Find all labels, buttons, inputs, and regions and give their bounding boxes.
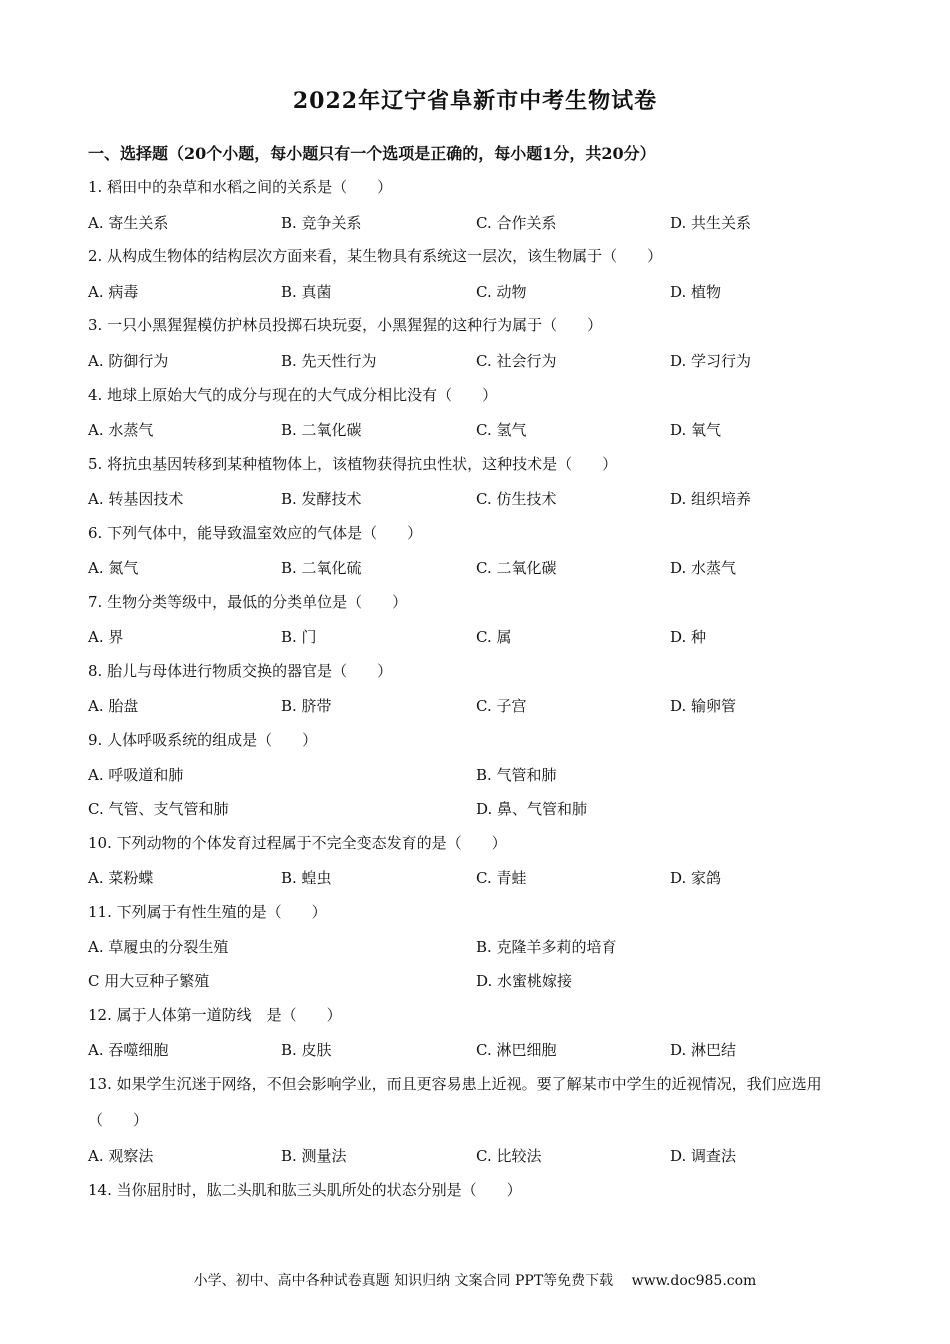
- option-7a: A. 界: [88, 628, 124, 646]
- option-12c: C. 淋巴细胞: [476, 1041, 557, 1059]
- option-2c: C. 动物: [476, 283, 527, 301]
- option-9c: C. 气管、支气管和肺: [88, 800, 229, 818]
- option-7b: B. 门: [281, 628, 317, 646]
- option-1b: B. 竞争关系: [281, 214, 362, 232]
- page-footer: 小学、初中、高中各种试卷真题 知识归纳 文案合同 PPT等免费下载 www.doc985.com: [193, 1273, 757, 1289]
- option-4c: C. 氢气: [476, 421, 527, 439]
- option-12b: B. 皮肤: [281, 1041, 332, 1059]
- question-1: 1. 稻田中的杂草和水稻之间的关系是（ ）: [88, 178, 393, 196]
- option-7d: D. 种: [670, 628, 707, 646]
- option-9d: D. 鼻、气管和肺: [476, 800, 588, 818]
- question-3: 3. 一只小黑猩猩模仿护林员投掷石块玩耍，小黑猩猩的这种行为属于（ ）: [88, 316, 603, 334]
- option-5b: B. 发酵技术: [281, 490, 362, 508]
- section-heading: 一、选择题（20个小题，每小题只有一个选项是正确的，每小题1分，共20分）: [88, 144, 656, 163]
- option-3b: B. 先天性行为: [281, 352, 377, 370]
- option-4a: A. 水蒸气: [88, 421, 154, 439]
- option-13d: D. 调查法: [670, 1147, 737, 1165]
- option-4b: B. 二氧化碳: [281, 421, 362, 439]
- option-5c: C. 仿生技术: [476, 490, 557, 508]
- option-1a: A. 寄生关系: [88, 214, 169, 232]
- option-8c: C. 子宫: [476, 697, 527, 715]
- option-11b: B. 克隆羊多莉的培育: [476, 938, 617, 956]
- option-12a: A. 吞噬细胞: [88, 1041, 169, 1059]
- question-2: 2. 从构成生物体的结构层次方面来看，某生物具有系统这一层次，该生物属于（ ）: [88, 247, 663, 265]
- option-2b: B. 真菌: [281, 283, 332, 301]
- option-6a: A. 氮气: [88, 559, 139, 577]
- option-8d: D. 输卵管: [670, 697, 737, 715]
- option-4d: D. 氧气: [670, 421, 722, 439]
- option-8a: A. 胎盘: [88, 697, 139, 715]
- option-5a: A. 转基因技术: [88, 490, 184, 508]
- question-9: 9. 人体呼吸系统的组成是（ ）: [88, 731, 318, 749]
- option-11d: D. 水蜜桃嫁接: [476, 972, 573, 990]
- option-6b: B. 二氧化硫: [281, 559, 362, 577]
- option-10b: B. 蝗虫: [281, 869, 332, 887]
- option-11c: C 用大豆种子繁殖: [88, 972, 210, 990]
- option-6d: D. 水蒸气: [670, 559, 737, 577]
- question-14: 14. 当你屈肘时，肱二头肌和肱三头肌所处的状态分别是（ ）: [88, 1181, 522, 1199]
- option-13c: C. 比较法: [476, 1147, 542, 1165]
- option-10c: C. 青蛙: [476, 869, 527, 887]
- question-12: 12. 属于人体第一道防线 是（ ）: [88, 1006, 342, 1024]
- option-6c: C. 二氧化碳: [476, 559, 557, 577]
- option-3d: D. 学习行为: [670, 352, 752, 370]
- option-2a: A. 病毒: [88, 283, 139, 301]
- question-5: 5. 将抗虫基因转移到某种植物体上，该植物获得抗虫性状，这种技术是（ ）: [88, 455, 618, 473]
- question-8: 8. 胎儿与母体进行物质交换的器官是（ ）: [88, 662, 393, 680]
- option-3a: A. 防御行为: [88, 352, 169, 370]
- option-3c: C. 社会行为: [476, 352, 557, 370]
- question-6: 6. 下列气体中，能导致温室效应的气体是（ ）: [88, 524, 423, 542]
- option-1d: D. 共生关系: [670, 214, 752, 232]
- question-10: 10. 下列动物的个体发育过程属于不完全变态发育的是（ ）: [88, 834, 507, 852]
- option-11a: A. 草履虫的分裂生殖: [88, 938, 229, 956]
- option-12d: D. 淋巴结: [670, 1041, 737, 1059]
- question-11: 11. 下列属于有性生殖的是（ ）: [88, 903, 327, 921]
- option-9a: A. 呼吸道和肺: [88, 766, 184, 784]
- option-5d: D. 组织培养: [670, 490, 752, 508]
- option-2d: D. 植物: [670, 283, 722, 301]
- option-13b: B. 测量法: [281, 1147, 347, 1165]
- question-13: 13. 如果学生沉迷于网络，不但会影响学业，而且更容易患上近视。要了解某市中学生的近视情况，我们应选用（ ）: [88, 1075, 822, 1129]
- option-10a: A. 菜粉蝶: [88, 869, 154, 887]
- question-4: 4. 地球上原始大气的成分与现在的大气成分相比没有（ ）: [88, 386, 498, 404]
- option-9b: B. 气管和肺: [476, 766, 557, 784]
- option-10d: D. 家鸽: [670, 869, 722, 887]
- option-13a: A. 观察法: [88, 1147, 154, 1165]
- option-8b: B. 脐带: [281, 697, 332, 715]
- option-7c: C. 属: [476, 628, 512, 646]
- option-1c: C. 合作关系: [476, 214, 557, 232]
- exam-title: 2022年辽宁省阜新市中考生物试卷: [292, 88, 658, 114]
- question-7: 7. 生物分类等级中，最低的分类单位是（ ）: [88, 593, 408, 611]
